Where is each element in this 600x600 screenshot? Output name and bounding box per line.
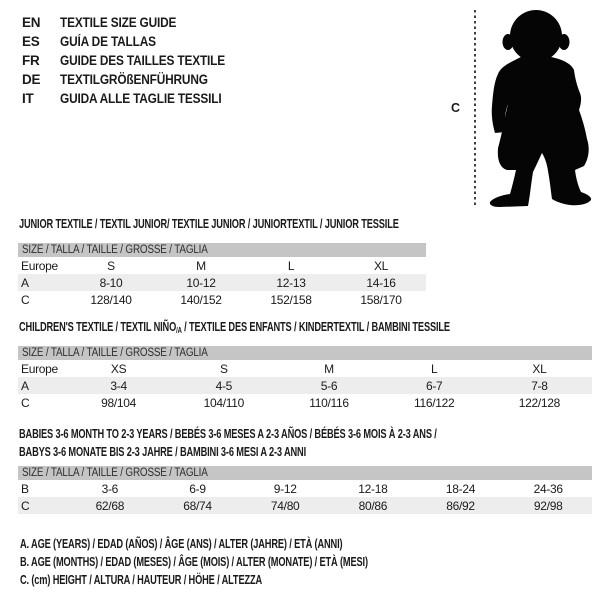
lang-row-it: [22, 89, 248, 108]
table-cell: S: [219, 361, 228, 376]
table-row: [18, 497, 592, 514]
lang-title: GUÍA DE TALLAS: [60, 34, 156, 49]
table-cell: XS: [110, 361, 127, 376]
height-measure-dotted-line: [474, 10, 476, 207]
table-header-text: SIZE / TALLA / TAILLE / GRÖSSE / TAGLIA: [22, 347, 208, 359]
height-measure-label: C: [451, 101, 461, 115]
table-header-bar: [18, 346, 592, 360]
section-title-junior: [19, 217, 532, 231]
section-title-text: JUNIOR TEXTILE / TEXTIL JUNIOR/ TEXTILE JUNIOR / JUNIORTEXTIL / JUNIOR TESSILE: [19, 217, 399, 231]
legend-text: A. AGE (YEARS) / EDAD (AÑOS) / ÂGE (ANS) / ALTER (JAHRE) / ETÀ (ANNI): [20, 537, 343, 551]
table-cell: 3-4: [110, 378, 127, 393]
language-title-list: [22, 13, 248, 108]
title-subscript: /A: [176, 326, 182, 335]
table-cell: L: [287, 258, 295, 273]
lang-code: FR: [22, 53, 40, 68]
legend-text: B. AGE (MONTHS) / EDAD (MESES) / ÂGE (MOIS) / ALTER (MONATE) / ETÀ (MESI): [20, 555, 368, 569]
row-label: Europe: [21, 258, 58, 273]
table-header-text: SIZE / TALLA / TAILLE / GRÖSSE / TAGLIA: [22, 244, 208, 256]
table-cell: 104/110: [203, 395, 244, 410]
table-row: [18, 274, 426, 291]
table-row: [18, 257, 426, 274]
table-cell: 140/152: [180, 292, 222, 307]
table-cell: 98/104: [101, 395, 137, 410]
lang-code: IT: [22, 91, 34, 106]
table-cell: 4-5: [215, 378, 233, 393]
table-cell: 18-24: [445, 481, 476, 496]
table-cell: 7-8: [531, 378, 548, 393]
table-cell: 158/170: [360, 292, 402, 307]
lang-row-de: [22, 70, 248, 89]
lang-row-es: [22, 32, 248, 51]
row-label: C: [21, 292, 30, 307]
table-cell: 3-6: [101, 481, 119, 496]
table-cell: 62/68: [95, 498, 125, 513]
row-label: A: [21, 275, 29, 290]
lang-title: GUIDE DES TAILLES TEXTILE: [60, 53, 226, 68]
lang-title: GUIDA ALLE TAGLIE TESSILI: [60, 91, 222, 106]
table-cell: 5-6: [320, 378, 338, 393]
lang-code: EN: [22, 15, 41, 30]
section-title-line1: BABIES 3-6 MONTH TO 2-3 YEARS / BEBÉS 3-6 MESES A 2-3 AÑOS / BÉBÉS 3-6 MOIS À 2-3 ANS /: [19, 427, 437, 441]
table-header-bar: [18, 466, 592, 480]
lang-code: ES: [22, 34, 40, 49]
section-title-babies: [19, 425, 583, 461]
legend: [20, 535, 490, 589]
table-cell: 68/74: [183, 498, 212, 513]
lang-title: TEXTILGRÖßENFÜHRUNG: [60, 72, 208, 87]
table-cell: L: [431, 361, 438, 376]
table-cell: 10-12: [186, 275, 216, 290]
lang-row-en: [22, 13, 248, 32]
table-cell: M: [196, 258, 206, 273]
table-cell: 14-16: [366, 275, 396, 290]
table-cell: 6-9: [189, 481, 206, 496]
section-title-children: [19, 320, 600, 335]
table-row: [18, 394, 592, 411]
junior-size-table: [18, 243, 426, 308]
table-cell: XL: [532, 361, 547, 376]
table-row: [18, 291, 426, 308]
lang-code: DE: [22, 72, 41, 87]
table-cell: 9-12: [273, 481, 297, 496]
section-title-line2: BABYS 3-6 MONATE BIS 2-3 JAHRE / BAMBINI 3-6 MESI A 2-3 ANNI: [19, 445, 307, 459]
table-cell: M: [324, 361, 334, 376]
table-cell: 24-36: [533, 481, 563, 496]
row-label: A: [21, 378, 29, 393]
table-cell: 128/140: [90, 292, 132, 307]
table-cell: 8-10: [99, 275, 123, 290]
title-part: / TEXTILE DES ENFANTS / KINDERTEXTIL / BAMBINI TESSILE: [181, 320, 450, 334]
table-cell: 80/86: [358, 498, 388, 513]
table-cell: 12-13: [276, 275, 306, 290]
table-row: [18, 480, 592, 497]
table-cell: 110/116: [309, 395, 349, 410]
table-header-bar: [18, 243, 426, 257]
legend-text: C. (cm) HEIGHT / ALTURA / HAUTEUR / HÖHE / ALTEZZA: [20, 573, 263, 587]
table-cell: 12-18: [358, 481, 388, 496]
title-part: CHILDREN'S TEXTILE / TEXTIL NIÑO: [19, 320, 177, 334]
table-cell: 74/80: [270, 498, 300, 513]
row-label: C: [21, 395, 30, 410]
table-cell: 116/122: [414, 395, 455, 410]
lang-title: TEXTILE SIZE GUIDE: [60, 15, 177, 30]
table-cell: XL: [373, 258, 389, 273]
table-row: [18, 377, 592, 394]
table-cell: 122/128: [518, 395, 561, 410]
children-size-table: [18, 346, 592, 411]
table-cell: 6-7: [425, 378, 443, 393]
row-label: C: [21, 498, 30, 513]
legend-line-c: [20, 571, 490, 589]
legend-line-a: [20, 535, 490, 553]
baby-silhouette-icon: [485, 6, 597, 210]
babies-size-table: [18, 466, 592, 514]
section-title-text: [19, 320, 450, 335]
row-label: Europe: [21, 361, 58, 376]
table-header-text: SIZE / TALLA / TAILLE / GRÖSSE / TAGLIA: [22, 467, 208, 479]
table-cell: 92/98: [533, 498, 563, 513]
table-cell: S: [107, 258, 115, 273]
lang-row-fr: [22, 51, 248, 70]
table-cell: 152/158: [270, 292, 312, 307]
legend-line-b: [20, 553, 490, 571]
table-cell: 86/92: [446, 498, 475, 513]
table-row: [18, 360, 592, 377]
row-label: B: [21, 481, 29, 496]
